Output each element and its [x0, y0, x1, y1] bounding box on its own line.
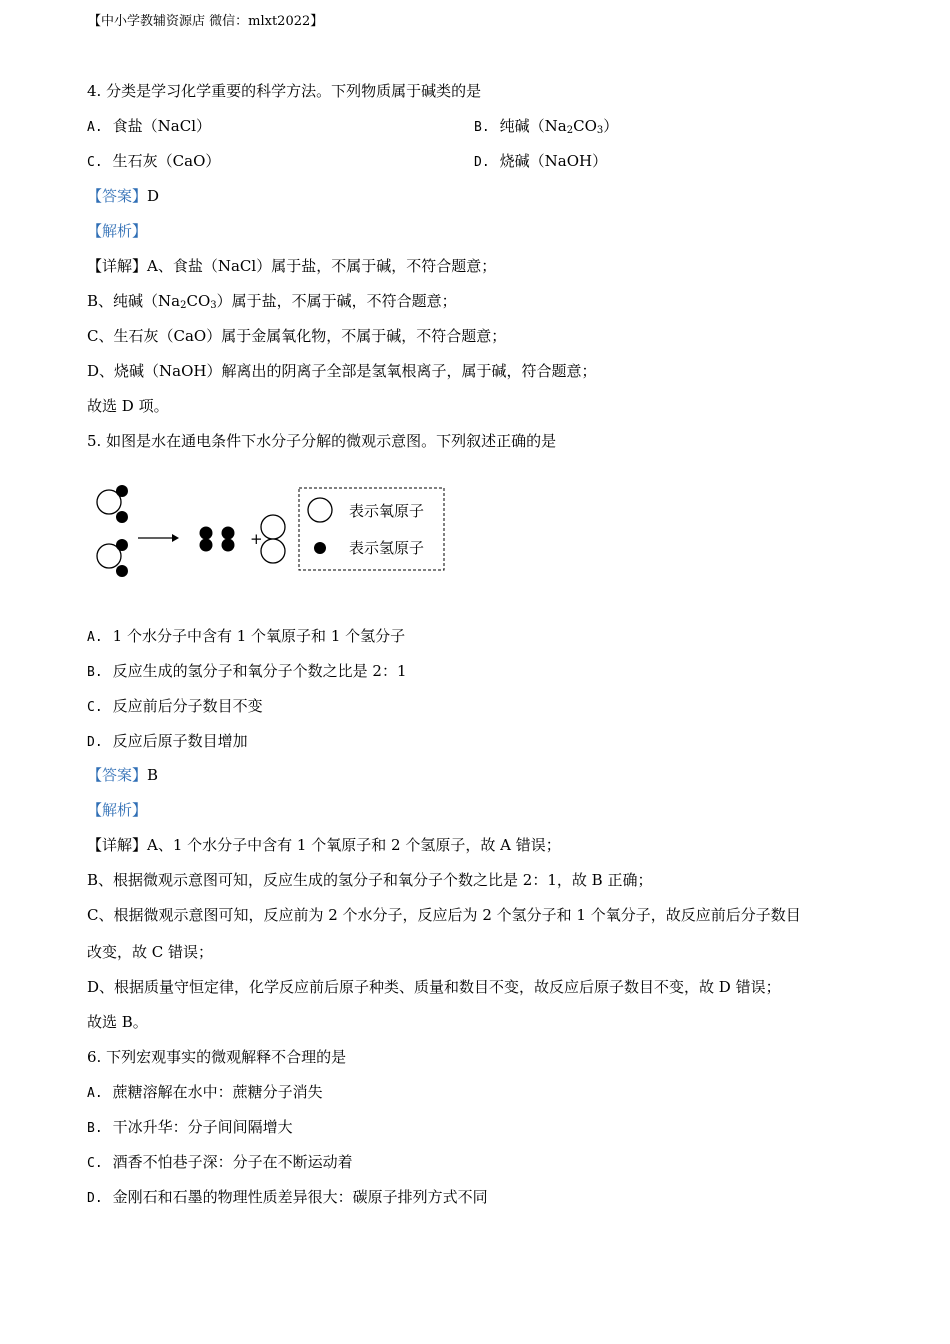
q6-stem: 6. 下列宏观事实的微观解释不合理的是 — [87, 1048, 347, 1066]
option-label: A. — [87, 630, 103, 645]
water-electrolysis-diagram — [90, 480, 450, 584]
legend-oxygen-label: 表示氧原子 — [349, 502, 425, 520]
reaction-arrow-icon — [138, 534, 179, 542]
oxygen-molecule-icon — [261, 515, 285, 563]
option-text: 反应前后分子数目不变 — [112, 697, 263, 715]
option-text: 酒香不怕巷子深：分子在不断运动着 — [112, 1153, 353, 1171]
q4-option-b — [474, 116, 618, 138]
option-label: D. — [87, 1191, 103, 1206]
option-text: 烧碱（NaOH） — [499, 152, 608, 170]
water-molecule-icon — [97, 539, 128, 577]
detail-text: A、食盐（NaCl）属于盐，不属于碱，不符合题意； — [147, 257, 497, 275]
hydrogen-molecule-icon — [222, 527, 235, 552]
q5-stem: 5. 如图是水在通电条件下水分子分解的微观示意图。下列叙述正确的是 — [87, 432, 557, 450]
q5-option-c — [87, 696, 263, 718]
option-label: C. — [87, 155, 103, 170]
page-header: 【中小学教辅资源店 微信：mlxt2022】 — [88, 14, 324, 29]
q5-option-b — [87, 661, 407, 683]
legend-hydrogen-label: 表示氢原子 — [349, 539, 425, 557]
q4-answer — [87, 186, 159, 206]
detail-text: CO — [186, 292, 211, 310]
detail-text: A、1 个水分子中含有 1 个氧原子和 2 个氢原子，故 A 错误； — [147, 836, 561, 854]
option-text: 食盐（NaCl） — [112, 117, 211, 135]
q4-option-d — [474, 151, 607, 173]
option-text: 金刚石和石墨的物理性质差异很大：碳原子排列方式不同 — [112, 1188, 488, 1206]
q5-conclusion: 故选 B。 — [87, 1013, 148, 1031]
option-label: D. — [474, 155, 490, 170]
option-text: ） — [603, 117, 619, 135]
plus-sign: + — [250, 530, 263, 548]
option-text: 反应后原子数目增加 — [112, 732, 248, 750]
q5-detail-c-line1: C、根据微观示意图可知，反应前为 2 个水分子，反应后为 2 个氢分子和 1 个氧分子，故反应前后分子数目 — [87, 906, 801, 924]
q5-detail-d: D、根据质量守恒定律，化学反应前后原子种类、质量和数目不变，故反应后原子数目不变，故 D 错误； — [87, 978, 781, 996]
answer-tag: 【答案】 — [87, 187, 148, 205]
q4-conclusion: 故选 D 项。 — [87, 397, 169, 415]
option-text: 纯碱（Na — [499, 117, 567, 135]
hydrogen-molecule-icon — [200, 527, 213, 552]
option-text: 蔗糖溶解在水中：蔗糖分子消失 — [112, 1083, 323, 1101]
detail-text: B、纯碱（Na — [87, 292, 181, 310]
option-label: A. — [87, 120, 103, 135]
q4-detail-b — [87, 291, 457, 311]
option-label: B. — [87, 665, 103, 680]
legend-box — [299, 488, 444, 570]
option-label: B. — [87, 1121, 103, 1136]
q4-detail-a — [87, 256, 496, 276]
q5-detail-b: B、根据微观示意图可知，反应生成的氢分子和氧分子个数之比是 2：1，故 B 正确； — [87, 871, 653, 889]
q6-option-a — [87, 1082, 323, 1104]
q5-option-d — [87, 731, 248, 753]
subscript: 3 — [210, 300, 217, 311]
q4-detail-c: C、生石灰（CaO）属于金属氧化物，不属于碱，不符合题意； — [87, 327, 507, 345]
subscript: 2 — [566, 125, 574, 136]
q5-option-a — [87, 626, 405, 648]
answer-value: B — [147, 766, 159, 784]
q5-detail-a — [87, 835, 561, 855]
hydrogen-atom-icon — [314, 542, 326, 554]
option-label: C. — [87, 700, 103, 715]
option-text: 1 个水分子中含有 1 个氧原子和 1 个氢分子 — [112, 627, 406, 645]
option-label: B. — [474, 120, 490, 135]
q6-option-d — [87, 1187, 488, 1209]
q6-option-c — [87, 1152, 353, 1174]
answer-tag: 【答案】 — [87, 766, 148, 784]
detail-text: ）属于盐，不属于碱，不符合题意； — [216, 292, 457, 310]
option-label: A. — [87, 1086, 103, 1101]
q4-analysis-tag: 【解析】 — [87, 222, 148, 240]
q4-option-a — [87, 116, 211, 138]
q5-detail-c-line2: 改变，故 C 错误； — [87, 943, 214, 961]
option-text: CO — [573, 117, 597, 135]
oxygen-atom-icon — [308, 498, 332, 522]
q4-stem: 4. 分类是学习化学重要的科学方法。下列物质属于碱类的是 — [87, 82, 482, 100]
option-text: 生石灰（CaO） — [112, 152, 221, 170]
detail-tag: 【详解】 — [87, 257, 148, 275]
q4-detail-d: D、烧碱（NaOH）解离出的阴离子全部是氢氧根离子，属于碱，符合题意； — [87, 362, 597, 380]
option-label: C. — [87, 1156, 103, 1171]
subscript: 3 — [596, 125, 604, 136]
water-molecule-icon — [97, 485, 128, 523]
detail-tag: 【详解】 — [87, 836, 148, 854]
subscript: 2 — [180, 300, 187, 311]
answer-value: D — [147, 187, 160, 205]
q5-answer — [87, 765, 158, 785]
q5-analysis-tag: 【解析】 — [87, 801, 148, 819]
q4-option-c — [87, 151, 220, 173]
option-text: 干冰升华：分子间间隔增大 — [112, 1118, 293, 1136]
q6-option-b — [87, 1117, 293, 1139]
option-text: 反应生成的氢分子和氧分子个数之比是 2：1 — [112, 662, 407, 680]
option-label: D. — [87, 735, 103, 750]
